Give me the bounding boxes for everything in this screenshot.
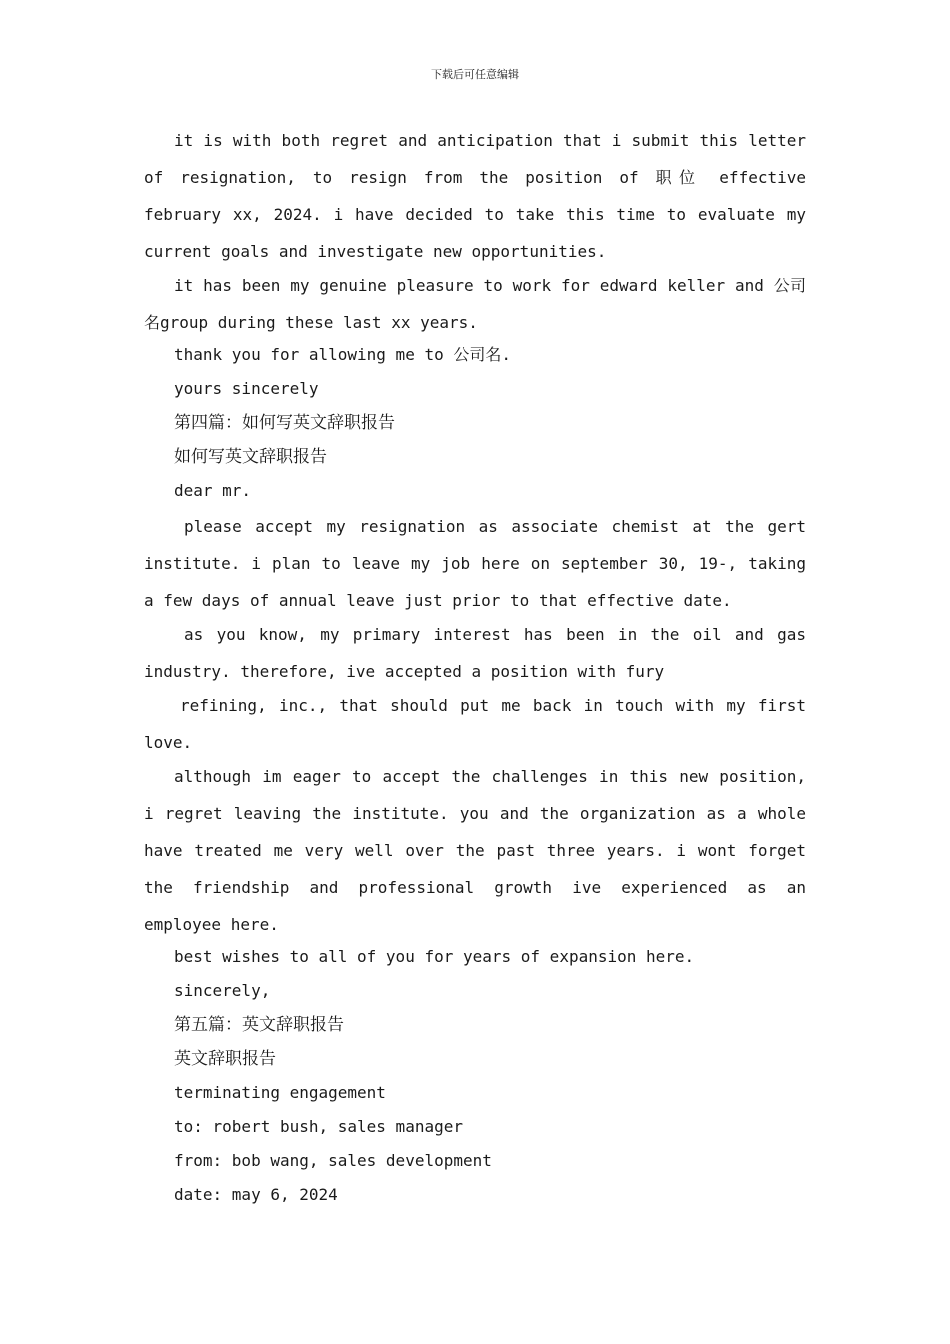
paragraph-best-wishes: best wishes to all of you for years of expansion here. xyxy=(174,947,695,966)
paragraph-refining: refining, inc., that should put me back in touch with my first love. xyxy=(144,696,806,752)
paragraph-to: to: robert bush, sales manager xyxy=(174,1117,463,1136)
paragraph-although: although im eager to accept the challenges in this new position, i regret leaving the institute. you and the organization as a whole have treated me very well over the past three years. i wont forget the friendship and professional growth ive experienced as an employee here. xyxy=(144,767,806,934)
paragraph-resignation-intro: it is with both regret and anticipation that i submit this letter of resignation, to resign from the position of 职位 effective february xx, 2024. i have decided to take this time to evaluate my current goals and investigate new opportunities. xyxy=(144,131,806,261)
paragraph-from: from: bob wang, sales development xyxy=(174,1151,492,1170)
document-body xyxy=(144,122,806,1212)
page-header-note: 下载后可任意编辑 xyxy=(431,68,519,81)
paragraph-please-accept: please accept my resignation as associate chemist at the gert institute. i plan to leave my job here on september 30, 19-, taking a few days of annual leave just prior to that effective date. xyxy=(144,517,806,610)
paragraph-date: date: may 6, 2024 xyxy=(174,1185,338,1204)
paragraph-pleasure: it has been my genuine pleasure to work for edward keller and 公司名group during these last xx years. xyxy=(144,276,806,332)
paragraph-yours-sincerely: yours sincerely xyxy=(174,379,319,398)
paragraph-salutation: dear mr. xyxy=(174,481,252,500)
section-title-4: 如何写英文辞职报告 xyxy=(174,447,327,467)
paragraph-terminating: terminating engagement xyxy=(174,1083,386,1102)
paragraph-thank-you: thank you for allowing me to 公司名. xyxy=(174,345,511,364)
section-heading-5: 第五篇：英文辞职报告 xyxy=(174,1015,344,1035)
section-title-5: 英文辞职报告 xyxy=(174,1049,276,1069)
section-heading-4: 第四篇：如何写英文辞职报告 xyxy=(174,413,395,433)
paragraph-sincerely: sincerely, xyxy=(174,981,271,1000)
paragraph-primary-interest: as you know, my primary interest has been in the oil and gas industry. therefore, ive accepted a position with fury xyxy=(144,625,806,681)
